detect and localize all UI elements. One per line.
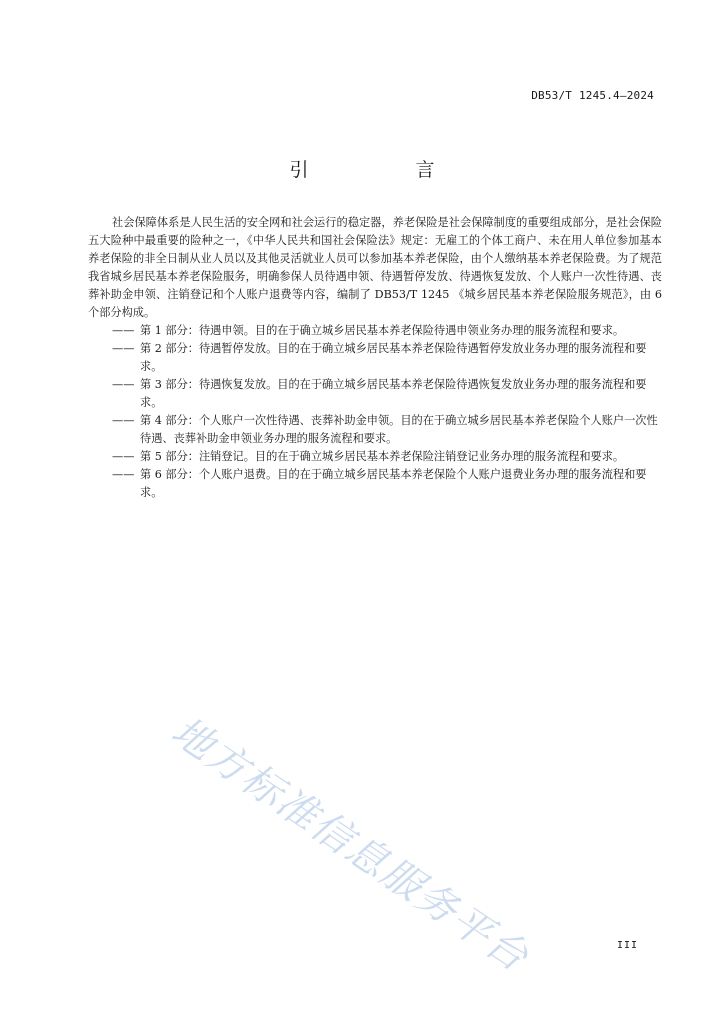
dash-marker: —— (112, 450, 135, 463)
list-item-text: 第 2 部分：待遇暂停发放。目的在于确立城乡居民基本养老保险待遇暂停发放业务办理的服务流程和要求。 (140, 342, 647, 373)
list-item-text: 第 6 部分：个人账户退费。目的在于确立城乡居民基本养老保险个人账户退费业务办理的服务流程和要求。 (140, 468, 647, 499)
list-item (88, 466, 662, 502)
list-item (88, 412, 662, 448)
dash-marker: —— (112, 378, 135, 391)
dash-marker: —— (112, 468, 135, 481)
dash-marker: —— (112, 342, 135, 355)
list-item (88, 448, 662, 466)
document-body (88, 214, 662, 502)
list-item (88, 340, 662, 376)
dash-marker: —— (112, 414, 135, 427)
list-item-text: 第 5 部分：注销登记。目的在于确立城乡居民基本养老保险注销登记业务办理的服务流程和要求。 (140, 450, 625, 463)
list-item-text: 第 4 部分：个人账户一次性待遇、丧葬补助金申领。目的在于确立城乡居民基本养老保险个人账户一次性待遇、丧葬补助金申领业务办理的服务流程和要求。 (140, 414, 658, 445)
list-item (88, 376, 662, 412)
page-title: 引 言 (289, 159, 479, 181)
watermark-text: 地方标准信息服务平台 (163, 708, 538, 982)
page-number: III (616, 940, 638, 951)
dash-marker: —— (112, 324, 135, 337)
document-code: DB53/T 1245.4—2024 (531, 89, 654, 102)
intro-paragraph: 社会保障体系是人民生活的安全网和社会运行的稳定器，养老保险是社会保障制度的重要组成部分，是社会保险五大险种中最重要的险种之一，《中华人民共和国社会保险法》规定：无雇工的个体工商户、未在用人单位参加基本养老保险的非全日制从业人员以及其他灵活就业人员可以参加基本养老保险，由个人缴纳基本养老保险费。为了规范我省城乡居民基本养老保险服务，明确参保人员待遇申领、待遇暂停发放、待遇恢复发放、个人账户一次性待遇、丧葬补助金申领、注销登记和个人账户退费等内容，编制了 DB53/T 1245 《城乡居民基本养老保险服务规范》，由 6 个部分构成。 (88, 216, 662, 319)
list-item (88, 322, 662, 340)
list-item-text: 第 1 部分：待遇申领。目的在于确立城乡居民基本养老保险待遇申领业务办理的服务流程和要求。 (140, 324, 625, 337)
list-item-text: 第 3 部分：待遇恢复发放。目的在于确立城乡居民基本养老保险待遇恢复发放业务办理的服务流程和要求。 (140, 378, 647, 409)
